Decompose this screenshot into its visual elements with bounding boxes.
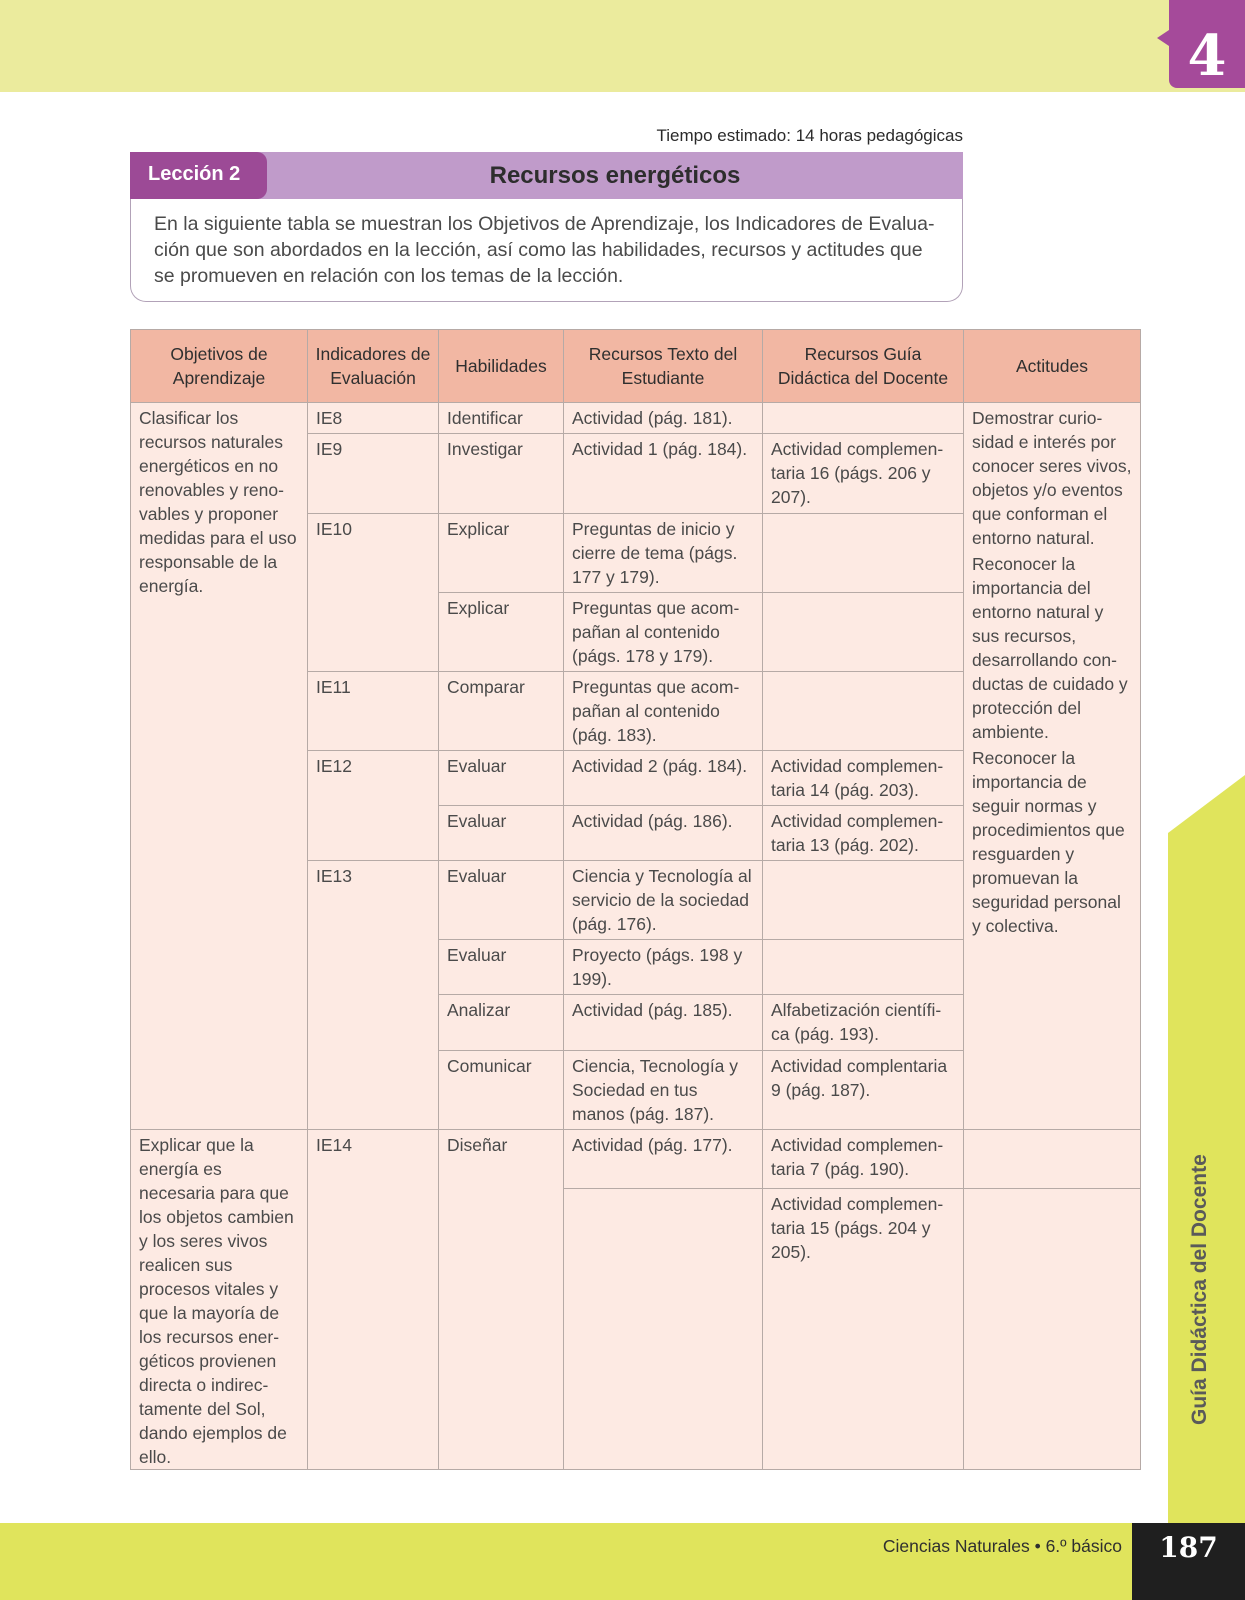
skill-cell: Identificar: [439, 403, 564, 434]
student-resource-cell: Preguntas de inicio y cierre de tema (págs. 177 y 179).: [564, 514, 763, 593]
skill-cell: Analizar: [439, 995, 564, 1051]
indicator-cell: IE13: [308, 861, 439, 1130]
attitude-item: Demostrar curio-sidad e interés por conocer seres vivos, objetos y/o eventos que conforman el entorno natural.: [972, 408, 1132, 548]
teacher-resource-cell: [763, 672, 964, 751]
skill-cell: Diseñar: [439, 1130, 564, 1470]
header-student-resources: Recursos Texto del Estudiante: [564, 330, 763, 403]
teacher-resource-cell: [763, 593, 964, 672]
table-header-row: [131, 330, 1141, 403]
teacher-resource-cell: [763, 403, 964, 434]
student-resource-cell: Actividad 1 (pág. 184).: [564, 434, 763, 514]
skill-cell: Evaluar: [439, 861, 564, 940]
indicator-cell: IE12: [308, 751, 439, 861]
student-resource-cell: [564, 1188, 763, 1469]
skill-cell: Comparar: [439, 672, 564, 751]
table-row: [131, 403, 1141, 434]
skill-cell: Evaluar: [439, 940, 564, 995]
student-resource-cell: Actividad (pág. 186).: [564, 806, 763, 861]
student-resource-cell: Actividad (pág. 185).: [564, 995, 763, 1051]
student-resource-cell: Proyecto (págs. 198 y 199).: [564, 940, 763, 995]
page-number: 187: [1132, 1523, 1245, 1600]
skill-cell: Explicar: [439, 593, 564, 672]
teacher-resource-cell: Actividad complemen-taria 16 (págs. 206 y 207).: [763, 434, 964, 514]
teacher-resource-cell: [763, 861, 964, 940]
student-resource-cell: Ciencia, Tecnología y Sociedad en tus manos (pág. 187).: [564, 1051, 763, 1130]
skill-cell: Explicar: [439, 514, 564, 593]
header-indicators: Indicadores de Evaluación: [308, 330, 439, 403]
planning-table: [130, 329, 1141, 1470]
unit-tab-notch: [1157, 30, 1169, 46]
student-resource-cell: Actividad 2 (pág. 184).: [564, 751, 763, 806]
objective-cell: Explicar que la energía es necesaria para que los objetos cambien y los seres vivos realicen sus procesos vitales y que la mayoría de los recursos ener-géticos provienen directa o indirec-tamente del Sol, dando ejemplos de ello.: [131, 1130, 308, 1470]
indicator-cell: IE11: [308, 672, 439, 751]
skill-cell: Evaluar: [439, 806, 564, 861]
footer-subject: Ciencias Naturales • 6.º básico: [882, 1536, 1122, 1556]
indicator-cell: IE14: [308, 1130, 439, 1470]
student-resource-cell: Preguntas que acom-pañan al contenido (pág. 183).: [564, 672, 763, 751]
table-row: [131, 1130, 1141, 1189]
header-objectives: Objetivos de Aprendizaje: [131, 330, 308, 403]
top-band: [0, 0, 1245, 92]
indicator-cell: IE9: [308, 434, 439, 514]
attitudes-cell: [964, 1130, 1141, 1189]
teacher-resource-cell: Actividad complentaria 9 (pág. 187).: [763, 1051, 964, 1130]
student-resource-cell: Preguntas que acom-pañan al contenido (págs. 178 y 179).: [564, 593, 763, 672]
student-resource-cell: Actividad (pág. 181).: [564, 403, 763, 434]
unit-number-badge: 4: [1169, 0, 1245, 88]
attitudes-cell: [964, 1188, 1141, 1469]
header-teacher-resources: Recursos Guía Didáctica del Docente: [763, 330, 964, 403]
time-estimate: Tiempo estimado: 14 horas pedagógicas: [656, 126, 963, 145]
teacher-resource-cell: [763, 940, 964, 995]
teacher-resource-cell: Actividad complemen-taria 7 (pág. 190).: [763, 1130, 964, 1189]
skill-cell: Evaluar: [439, 751, 564, 806]
lesson-title: Recursos energéticos: [489, 162, 741, 189]
sidebar-label: Guía Didáctica del Docente: [1188, 1154, 1211, 1425]
footer-band: [0, 1523, 1245, 1600]
teacher-resource-cell: Actividad complemen-taria 15 (págs. 204 y 205).: [763, 1188, 964, 1469]
teacher-resource-cell: Actividad complemen-taria 14 (pág. 203).: [763, 751, 964, 806]
attitude-item: Reconocer la importancia del entorno natural y sus recursos, desarrollando con-ductas de cuidado y protección del ambiente.: [972, 554, 1128, 742]
lesson-tag: Lección 2: [130, 152, 267, 199]
attitudes-cell: [964, 403, 1141, 1130]
objective-cell: Clasificar los recursos naturales energéticos en no renovables y reno-vables y proponer medidas para el uso responsable de la energía.: [131, 403, 308, 1130]
indicator-cell: IE10: [308, 514, 439, 672]
skill-cell: Investigar: [439, 434, 564, 514]
attitude-item: Reconocer la importancia de seguir normas y procedimientos que resguarden y promuevan la seguridad personal y colectiva.: [972, 748, 1125, 936]
student-resource-cell: Actividad (pág. 177).: [564, 1130, 763, 1189]
teacher-resource-cell: Alfabetización científi-ca (pág. 193).: [763, 995, 964, 1051]
teacher-resource-cell: Actividad complemen-taria 13 (pág. 202).: [763, 806, 964, 861]
header-skills: Habilidades: [439, 330, 564, 403]
lesson-intro: En la siguiente tabla se muestran los Objetivos de Aprendizaje, los Indicadores de Evalua-ción que son abordados en la lección, así como las habilidades, recursos y actitudes que se promueven en relación con los temas de la lección.: [130, 199, 963, 302]
indicator-cell: IE8: [308, 403, 439, 434]
teacher-resource-cell: [763, 514, 964, 593]
student-resource-cell: Ciencia y Tecnología al servicio de la sociedad (pág. 176).: [564, 861, 763, 940]
header-attitudes: Actitudes: [964, 330, 1141, 403]
skill-cell: Comunicar: [439, 1051, 564, 1130]
